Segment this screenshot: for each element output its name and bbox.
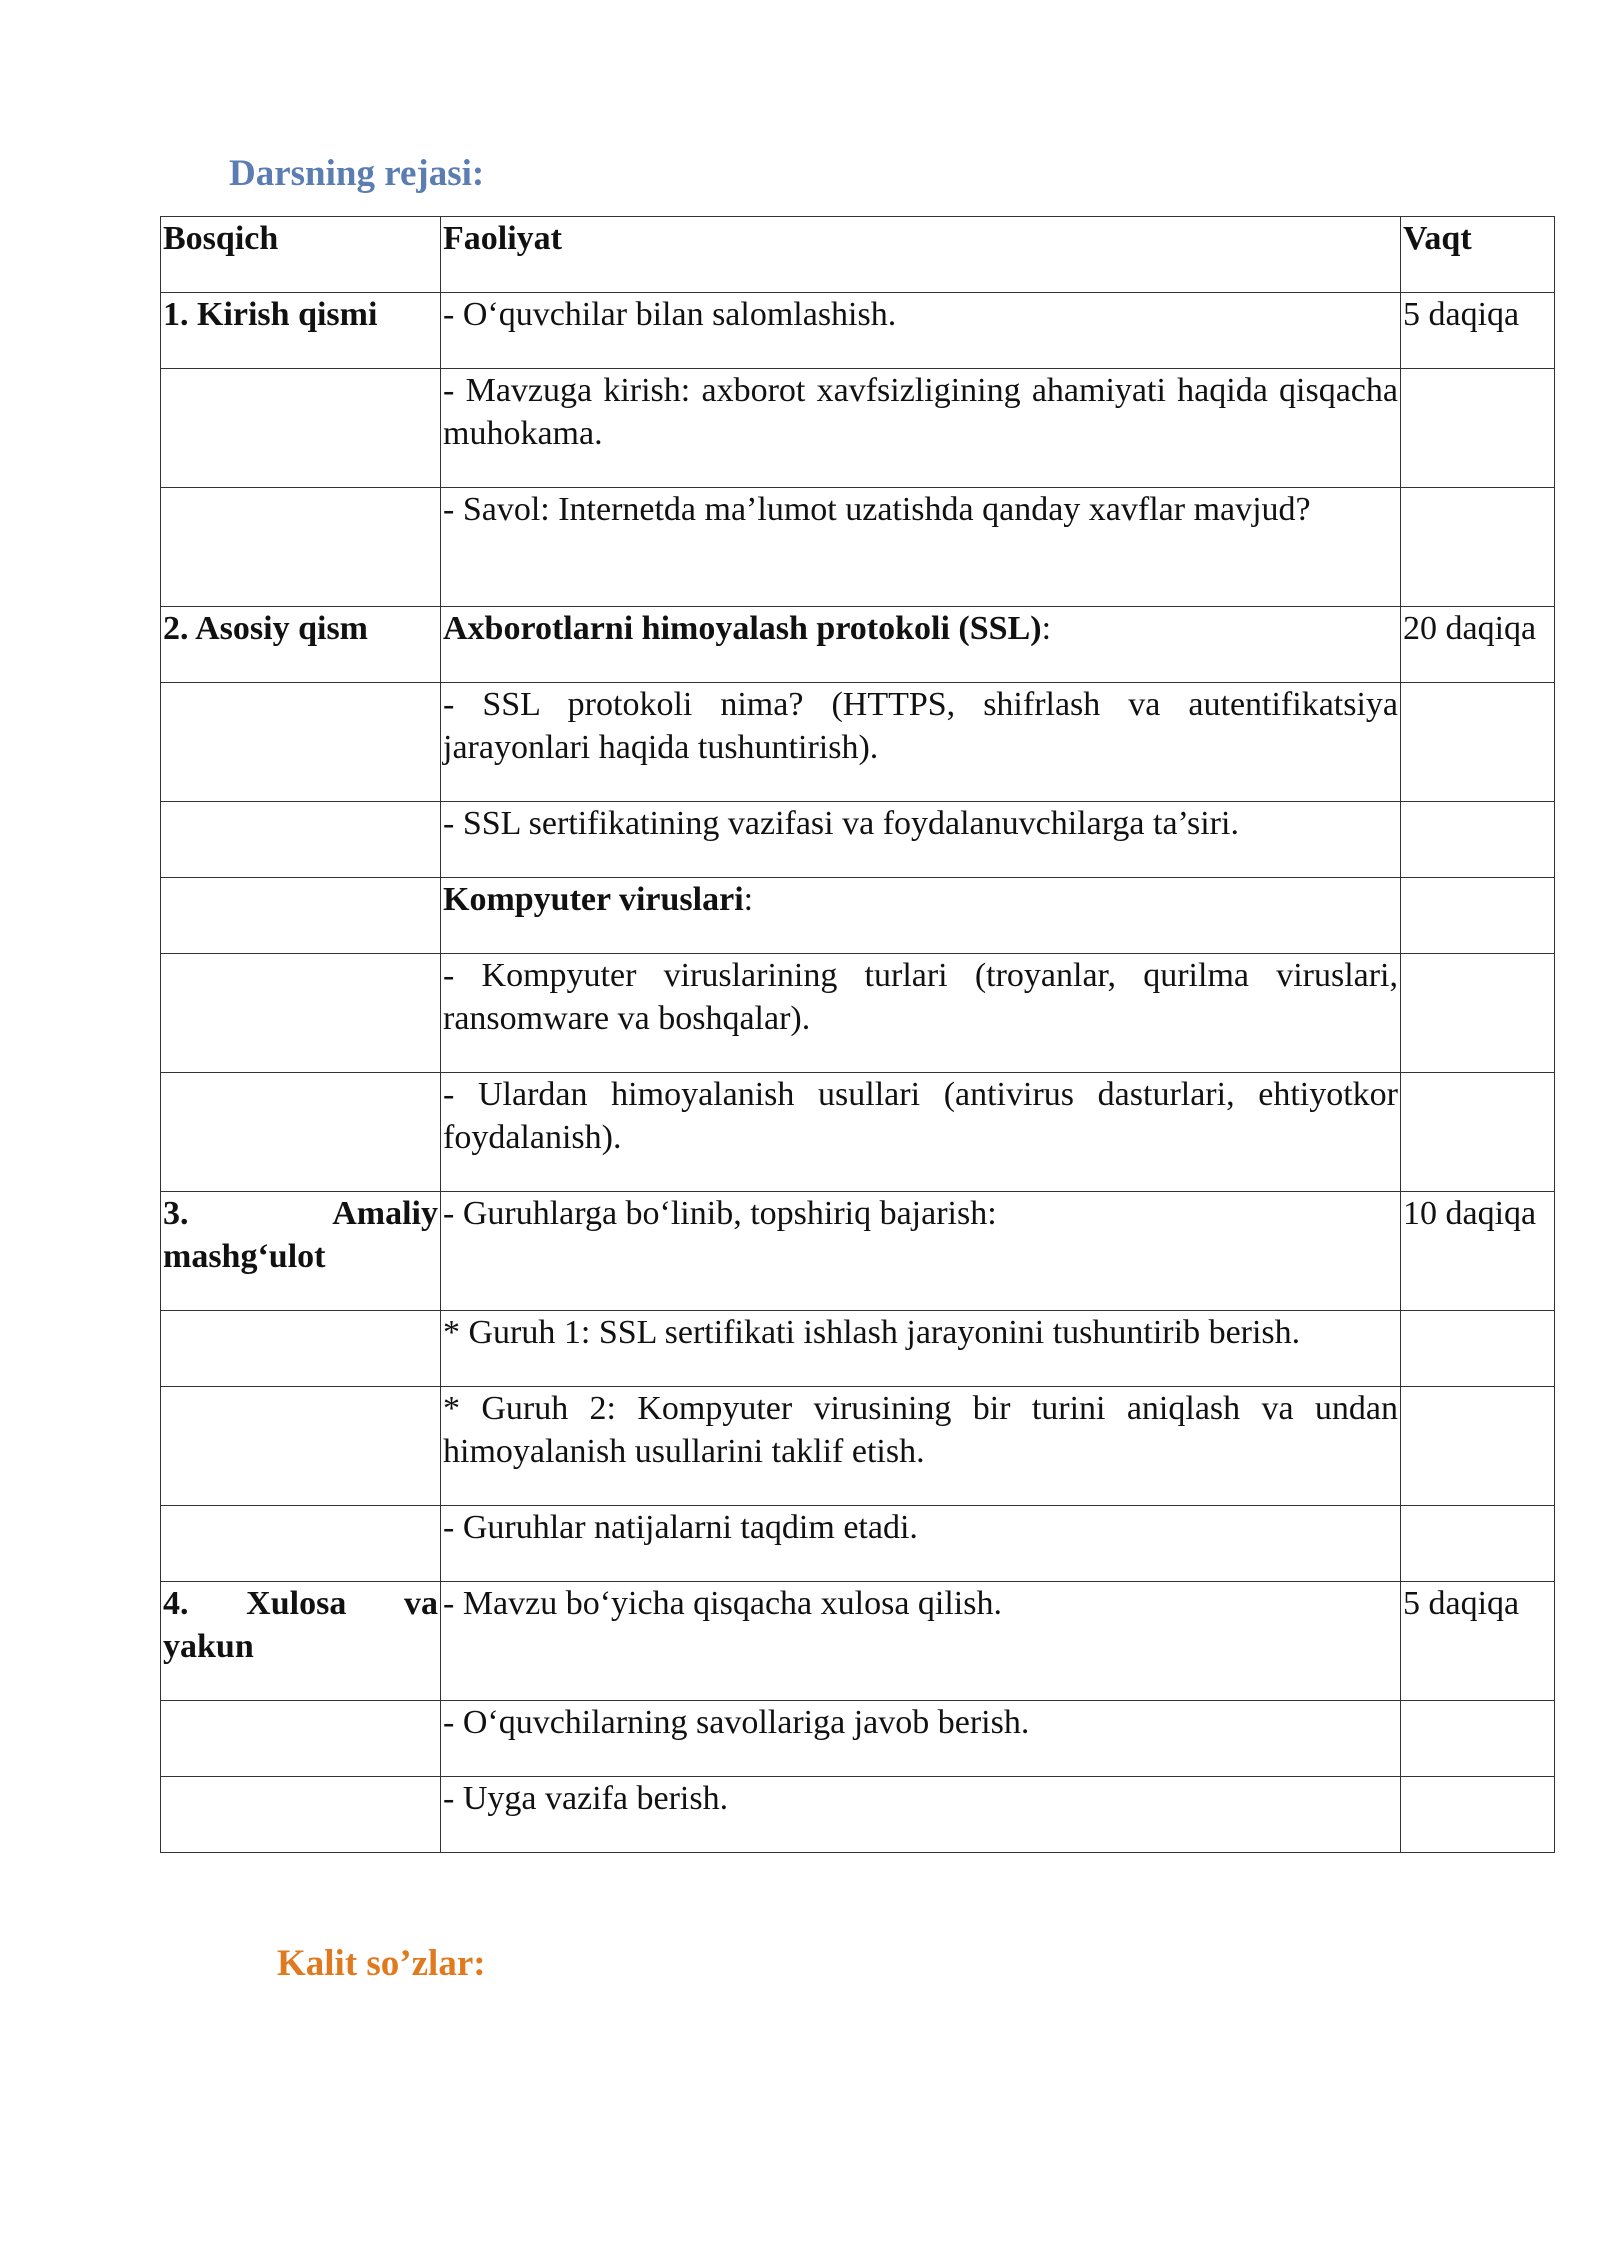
stage-cell [161, 1777, 441, 1853]
time-cell [1401, 1777, 1555, 1853]
header-activity: Faoliyat [441, 217, 1401, 293]
table-row [161, 1192, 1555, 1311]
stage-cell: 1. Kirish qismi [161, 293, 441, 369]
activity-cell: - O‘quvchilarning savollariga javob berish. [441, 1701, 1401, 1777]
activity-cell: - Ulardan himoyalanish usullari (antivirus dasturlari, ehtiyotkor foydalanish). [441, 1073, 1401, 1192]
activity-bold-text: Axborotlarni himoyalash protokoli (SSL) [443, 610, 1042, 647]
activity-cell: - SSL sertifikatining vazifasi va foydalanuvchilarga ta’siri. [441, 802, 1401, 878]
stage-cell [161, 1311, 441, 1387]
stage-cell: 3. Amaliy mashg‘ulot [161, 1192, 441, 1311]
activity-cell: - Mavzuga kirish: axborot xavfsizligining ahamiyati haqida qisqacha muhokama. [441, 369, 1401, 488]
time-cell [1401, 1073, 1555, 1192]
stage-cell: 2. Asosiy qism [161, 607, 441, 683]
time-cell: 20 daqiqa [1401, 607, 1555, 683]
stage-cell [161, 1506, 441, 1582]
lesson-plan-heading: Darsning rejasi: [229, 153, 485, 194]
table-row [161, 1506, 1555, 1582]
activity-suffix: : [1041, 610, 1052, 647]
table-row [161, 802, 1555, 878]
header-stage: Bosqich [161, 217, 441, 293]
time-cell [1401, 683, 1555, 802]
table-row [161, 1073, 1555, 1192]
activity-suffix: : [743, 881, 754, 918]
table-row [161, 369, 1555, 488]
activity-cell: - O‘quvchilar bilan salomlashish. [441, 293, 1401, 369]
activity-cell: - Mavzu bo‘yicha qisqacha xulosa qilish. [441, 1582, 1401, 1701]
time-cell: 10 daqiqa [1401, 1192, 1555, 1311]
activity-cell: - SSL protokoli nima? (HTTPS, shifrlash va autentifikatsiya jarayonlari haqida tushuntirish). [441, 683, 1401, 802]
time-cell: 5 daqiqa [1401, 293, 1555, 369]
stage-cell: 4. Xulosa va yakun [161, 1582, 441, 1701]
table-row [161, 878, 1555, 954]
keywords-heading: Kalit so’zlar: [277, 1943, 486, 1984]
table-row [161, 1387, 1555, 1506]
time-cell [1401, 1506, 1555, 1582]
stage-cell [161, 683, 441, 802]
activity-cell: - Savol: Internetda ma’lumot uzatishda qanday xavflar mavjud? [441, 488, 1401, 607]
stage-cell [161, 802, 441, 878]
stage-cell [161, 1073, 441, 1192]
lesson-plan-table [160, 216, 1555, 1853]
time-cell [1401, 878, 1555, 954]
activity-cell: - Guruhlarga bo‘linib, topshiriq bajarish: [441, 1192, 1401, 1311]
stage-cell [161, 954, 441, 1073]
activity-cell: * Guruh 1: SSL sertifikati ishlash jarayonini tushuntirib berish. [441, 1311, 1401, 1387]
time-cell [1401, 369, 1555, 488]
stage-cell [161, 488, 441, 607]
table-row [161, 1582, 1555, 1701]
table-header-row [161, 217, 1555, 293]
header-time: Vaqt [1401, 217, 1555, 293]
table-row [161, 1311, 1555, 1387]
time-cell: 5 daqiqa [1401, 1582, 1555, 1701]
activity-cell [441, 878, 1401, 954]
table-row [161, 954, 1555, 1073]
table-row [161, 1701, 1555, 1777]
stage-cell [161, 1701, 441, 1777]
stage-cell [161, 369, 441, 488]
time-cell [1401, 1387, 1555, 1506]
activity-cell: - Kompyuter viruslarining turlari (troyanlar, qurilma viruslari, ransomware va boshqalar). [441, 954, 1401, 1073]
table-row [161, 683, 1555, 802]
time-cell [1401, 954, 1555, 1073]
time-cell [1401, 488, 1555, 607]
activity-cell: - Uyga vazifa berish. [441, 1777, 1401, 1853]
table-row [161, 1777, 1555, 1853]
stage-cell [161, 1387, 441, 1506]
activity-cell: * Guruh 2: Kompyuter virusining bir turini aniqlash va undan himoyalanish usullarini taklif etish. [441, 1387, 1401, 1506]
time-cell [1401, 1311, 1555, 1387]
table-row [161, 607, 1555, 683]
table-row [161, 488, 1555, 607]
time-cell [1401, 802, 1555, 878]
table-row [161, 293, 1555, 369]
stage-cell [161, 878, 441, 954]
activity-cell: - Guruhlar natijalarni taqdim etadi. [441, 1506, 1401, 1582]
time-cell [1401, 1701, 1555, 1777]
activity-cell [441, 607, 1401, 683]
activity-bold-text: Kompyuter viruslari [443, 881, 744, 918]
